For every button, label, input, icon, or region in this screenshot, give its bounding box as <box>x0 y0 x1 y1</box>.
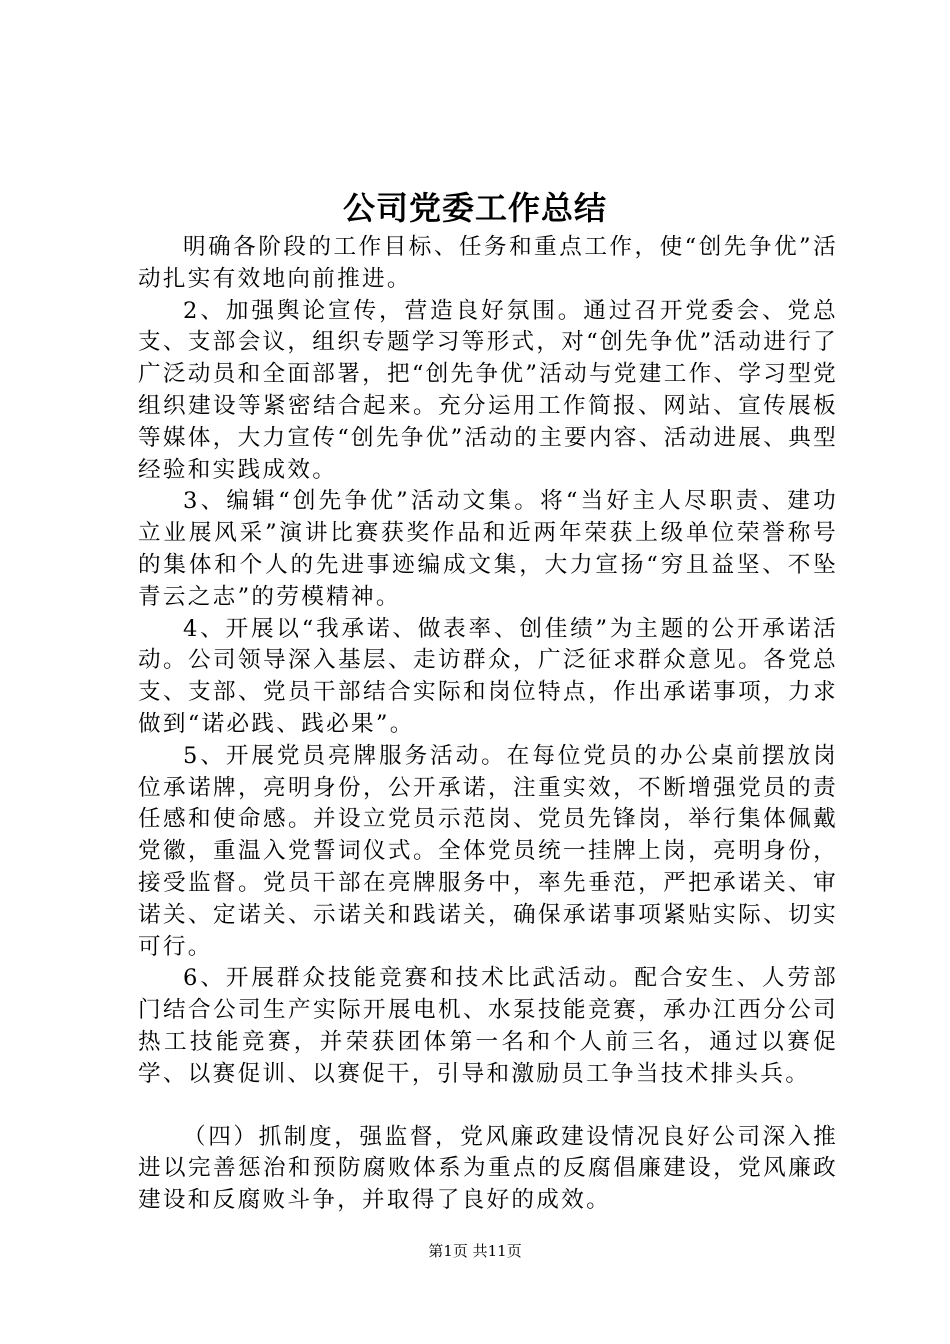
paragraph-item-6: 6、开展群众技能竞赛和技术比武活动。配合安生、人劳部门结合公司生产实际开展电机、水泵技能竞赛，承办江西分公司热工技能竞赛，并荣获团体第一名和个人前三名，通过以赛促学、以赛促训、以赛促干，引导和激励员工争当技术排头兵。 <box>138 965 838 1087</box>
paragraph-item-2: 2、加强舆论宣传，营造良好氛围。通过召开党委会、党总支、支部会议，组织专题学习等形式，对“创先争优”活动进行了广泛动员和全面部署，把“创先争优”活动与党建工作、学习型党组织建设等紧密结合起来。充分运用工作简报、网站、宣传展板等媒体，大力宣传“创先争优”活动的主要内容、活动进展、典型经验和实践成效。 <box>138 297 838 483</box>
paragraph-item-5: 5、开展党员亮牌服务活动。在每位党员的办公桌前摆放岗位承诺牌，亮明身份，公开承诺，注重实效，不断增强党员的责任感和使命感。并设立党员示范岗、党员先锋岗，举行集体佩戴党徽，重温入党誓词仪式。全体党员统一挂牌上岗，亮明身份，接受监督。党员干部在亮牌服务中，率先垂范，严把承诺关、审诺关、定诺关、示诺关和践诺关，确保承诺事项紧贴实际、切实可行。 <box>138 742 838 960</box>
paragraph-item-4: 4、开展以“我承诺、做表率、创佳绩”为主题的公开承诺活动。公司领导深入基层、走访群众，广泛征求群众意见。各党总支、支部、党员干部结合实际和岗位特点，作出承诺事项，力求做到“诺必践、践必果”。 <box>138 615 838 737</box>
page-number-footer: 第1页 共11页 <box>428 1242 522 1260</box>
paragraph-section-4: （四）抓制度，强监督，党风廉政建设情况良好公司深入推进以完善惩治和预防腐败体系为重点的反腐倡廉建设，党风廉政建设和反腐败斗争，并取得了良好的成效。 <box>138 1123 838 1214</box>
document-title: 公司党委工作总结 <box>342 189 607 227</box>
paragraph-item-3: 3、编辑“创先争优”活动文集。将“当好主人尽职责、建功立业展风采”演讲比赛获奖作品和近两年荣获上级单位荣誉称号的集体和个人的先进事迹编成文集，大力宣扬“穷且益坚、不坠青云之志”的劳模精神。 <box>138 488 838 610</box>
paragraph-intro: 明确各阶段的工作目标、任务和重点工作，使“创先争优”活动扎实有效地向前推进。 <box>138 234 838 292</box>
document-body <box>138 232 838 1217</box>
